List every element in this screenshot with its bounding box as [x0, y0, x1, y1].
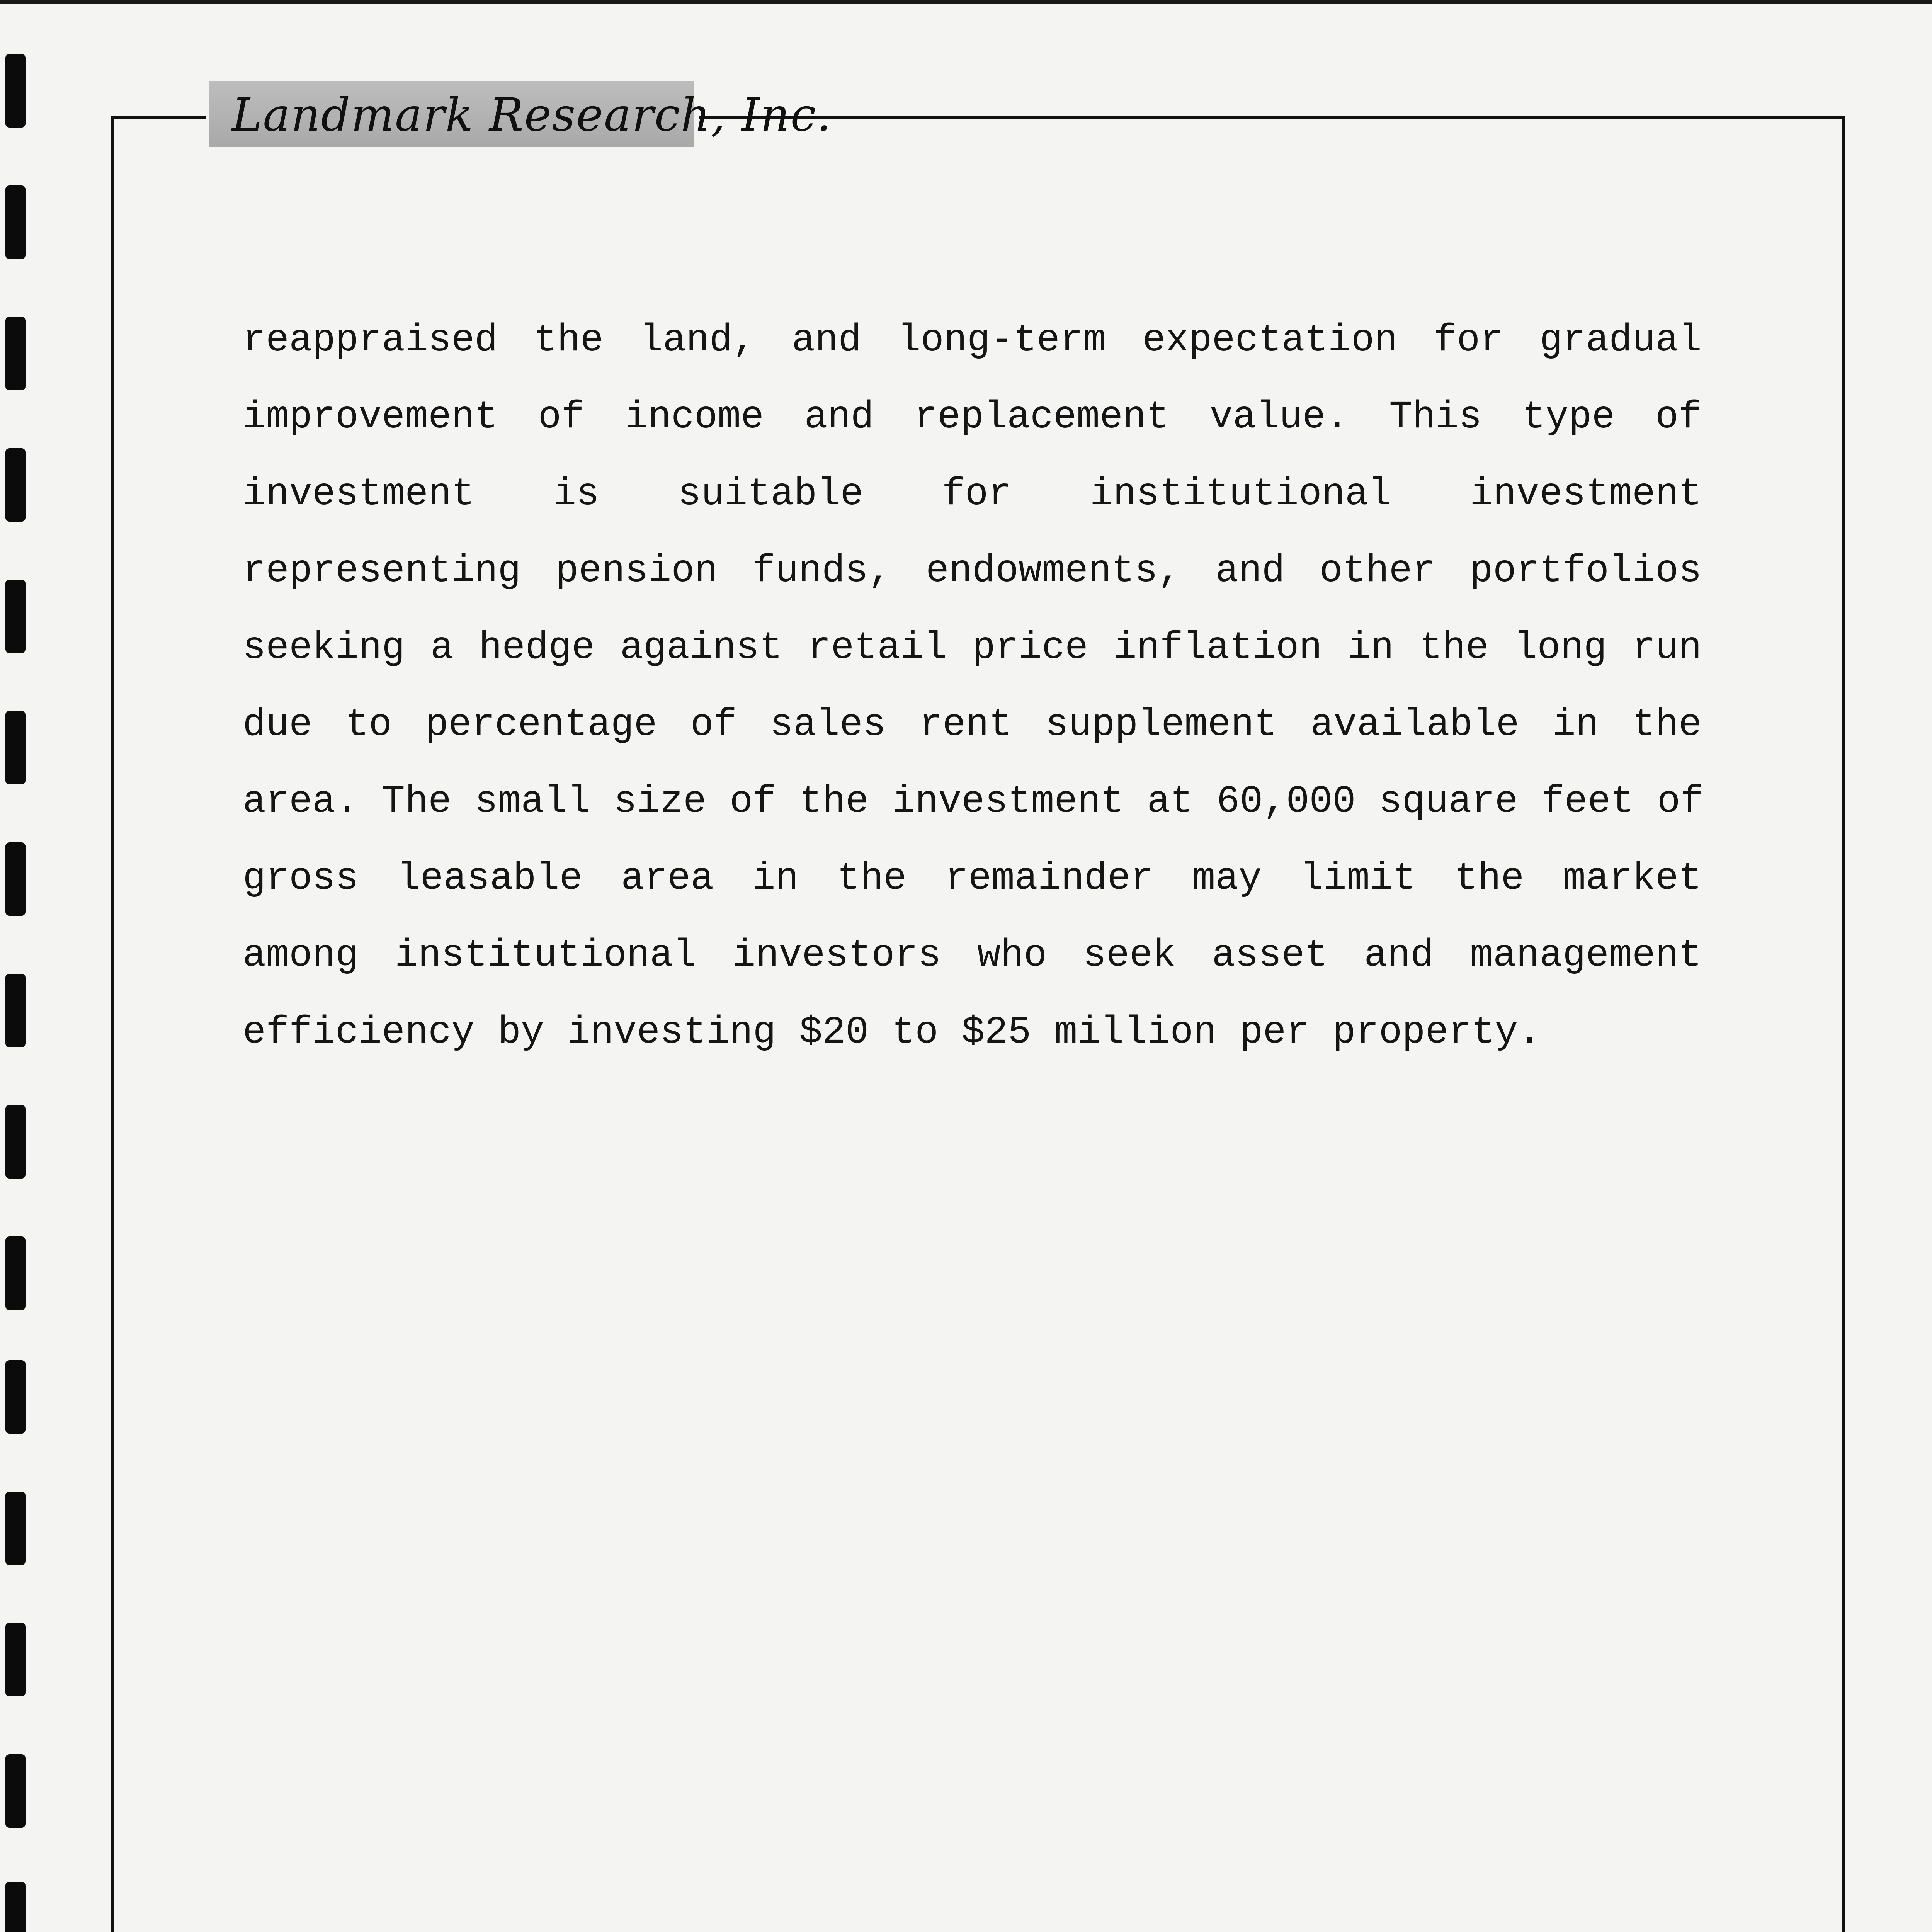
body-line: due to percentage of sales rent supplement available in the — [243, 703, 1702, 747]
binding-hole — [5, 1882, 26, 1932]
binding-hole — [5, 1623, 26, 1696]
body-paragraph — [243, 302, 1702, 1071]
body-line: area. The small size of the investment at 60,000 square feet of — [243, 780, 1704, 824]
binding-hole — [5, 711, 26, 784]
body-line: gross leasable area in the remainder may limit the market — [243, 857, 1702, 901]
binding-hole — [5, 974, 26, 1047]
body-line: representing pension funds, endowments, and other portfolios — [243, 549, 1702, 593]
body-line: efficiency by investing $20 to $25 million per property. — [243, 1011, 1541, 1054]
company-logo — [209, 81, 832, 147]
company-logo-text: Landmark Research, Inc. — [232, 88, 832, 141]
binding-hole — [5, 1360, 26, 1434]
binding-hole — [5, 580, 26, 653]
frame-top-left-rule — [111, 116, 206, 119]
binding-hole — [5, 1105, 26, 1179]
binding-hole — [5, 1236, 26, 1310]
binding-holes — [0, 0, 35, 1932]
frame-right-rule — [1842, 116, 1845, 1932]
binding-hole — [5, 1492, 26, 1565]
frame-top-right-rule — [699, 116, 1845, 119]
body-line: reappraised the land, and long-term expectation for gradual — [243, 319, 1702, 362]
binding-hole — [5, 1754, 26, 1828]
binding-hole — [5, 842, 26, 916]
binding-hole — [5, 54, 26, 128]
binding-hole — [5, 448, 26, 522]
body-line: investment is suitable for institutional investment — [243, 473, 1702, 516]
body-line: seeking a hedge against retail price inflation in the long run — [243, 626, 1702, 670]
body-line: among institutional investors who seek asset and management — [243, 934, 1702, 978]
binding-hole — [5, 185, 26, 259]
binding-hole — [5, 317, 26, 390]
body-line: improvement of income and replacement value. This type of — [243, 396, 1702, 439]
frame-left-rule — [111, 116, 114, 1932]
page-top-edge — [0, 0, 1932, 4]
